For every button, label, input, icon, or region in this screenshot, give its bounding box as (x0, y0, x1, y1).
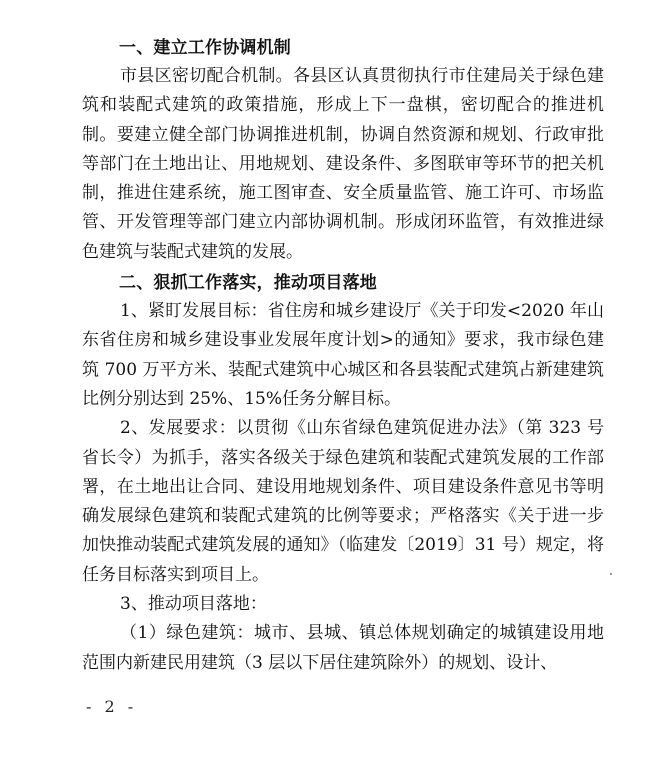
document-body (82, 34, 604, 678)
page-number: - 2 - (86, 697, 138, 716)
section-2-paragraph-4: （1）绿色建筑：城市、县城、镇总体规划确定的城镇建设用地范围内新建民用建筑（3 层以下居住建筑除外）的规划、设计、 (82, 623, 604, 673)
section-heading-1: 一、建立工作协调机制 (119, 38, 291, 58)
section-2-paragraph-3: 3、推动项目落地： (120, 594, 267, 615)
section-2-paragraph-2: 2、发展要求：以贯彻《山东省绿色建筑促进办法》（第 323 号省长令）为抓手，落实各级关于绿色建筑和装配式建筑发展的工作部署，在土地出让合同、建设用地规划条件、项目建设条件意见书等明确发展绿色建筑和装配式建筑的比例等要求；严格落实《关于进一步加快推动装配式建筑发展的通知》（临建发〔2019〕31 号）规定，将任务目标落实到项目上。 (82, 418, 604, 585)
section-2-paragraph-1: 1、紧盯发展目标：省住房和城乡建设厅《关于印发<2020 年山东省住房和城乡建设事业发展年度计划>的通知》要求，我市绿色建筑 700 万平方米、装配式建筑中心城区和各县装配式建筑占新建建筑比例分别达到 25%、15%任务分解目标。 (82, 301, 604, 409)
section-heading-2: 二、狠抓工作落实，推动项目落地 (119, 273, 377, 294)
scan-speck (610, 573, 612, 575)
section-1-paragraph-1: 市县区密切配合机制。各县区认真贯彻执行市住建局关于绿色建筑和装配式建筑的政策措施，形成上下一盘棋，密切配合的推进机制。要建立健全部门协调推进机制，协调自然资源和规划、行政审批等部门在土地出让、用地规划、建设条件、多图联审等环节的把关机制，推进住建系统，施工图审查、安全质量监管、施工许可、市场监管、开发管理等部门建立内部协调机制。形成闭环监管，有效推进绿色建筑与装配式建筑的发展。 (82, 66, 604, 262)
